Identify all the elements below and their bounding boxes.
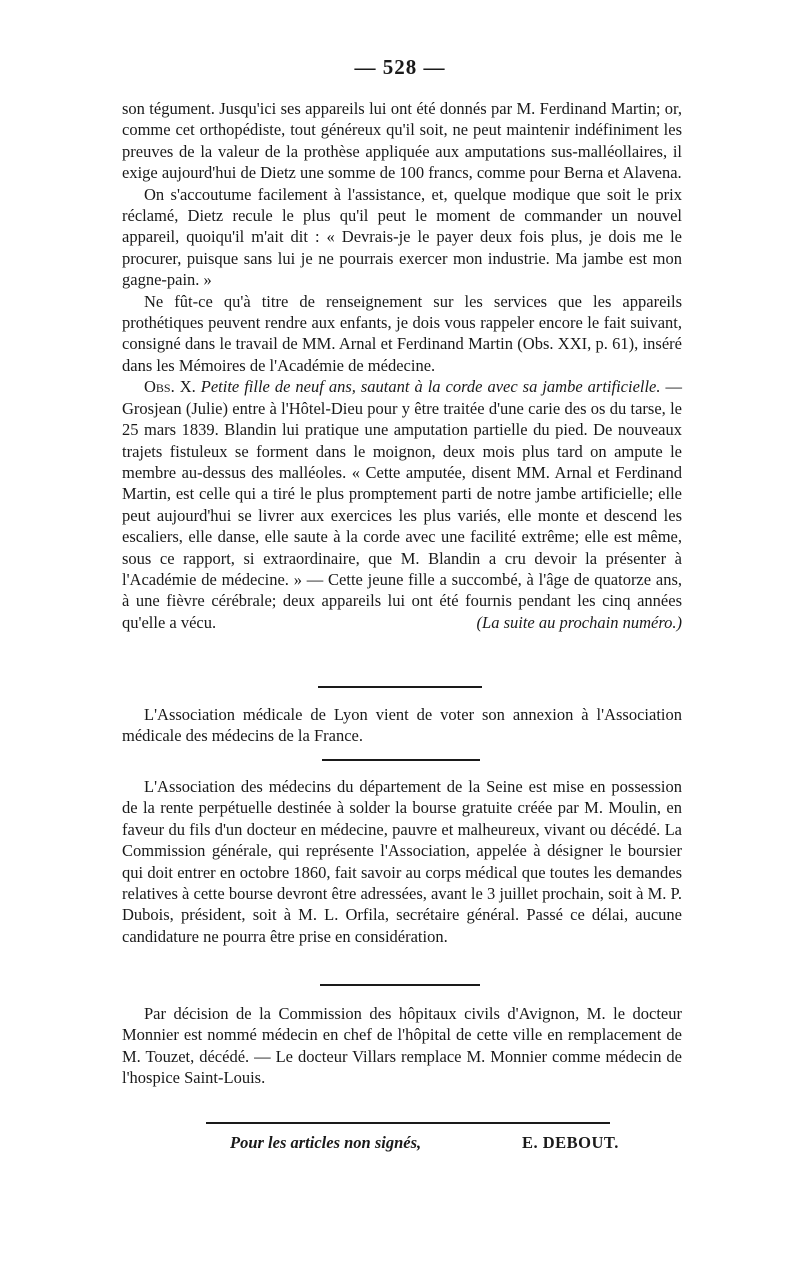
observation-title: Petite fille de neuf ans, sautant à la corde avec sa jambe artificielle. bbox=[200, 377, 661, 397]
footer-rule bbox=[206, 1122, 610, 1124]
section-divider bbox=[320, 984, 480, 986]
page-number: — 528 — bbox=[354, 55, 446, 79]
section-divider bbox=[322, 759, 480, 761]
continued-note: (La suite au prochain numéro.) bbox=[476, 612, 682, 632]
section-divider bbox=[318, 686, 482, 688]
paragraph: son tégument. Jusqu'ici ses appareils lui ont été donnés par M. Ferdinand Martin; or, comme cet orthopédiste, tout généreux qu'il soit, ne peut maintenir indéfiniment les preuves de la valeur de la prothèse appliquée aux amputations sus-malléollaires, il exige aujourd'hui de Dietz une somme de 100 francs, comme pour Berna et Alavena. bbox=[122, 99, 682, 183]
footer-credit: Pour les articles non signés, bbox=[230, 1133, 422, 1152]
article-continuation bbox=[122, 98, 682, 633]
footer bbox=[230, 1133, 630, 1153]
news-avignon bbox=[122, 1003, 682, 1089]
paragraph: Ne fût-ce qu'à titre de renseignement sur les services que les appareils prothétiques peuvent rendre aux enfants, je dois vous rappeler encore le fait suivant, consigné dans le travail de MM. Arnal et Ferdinand Martin (Obs. XXI, p. 61), inséré dans les Mémoires de l'Académie de médecine. bbox=[122, 291, 682, 375]
paragraph: L'Association médicale de Lyon vient de voter son annexion à l'Association médicale des médecins de la France. bbox=[122, 705, 682, 746]
news-seine bbox=[122, 776, 682, 947]
observation-label: Obs. X. bbox=[144, 377, 196, 397]
news-lyon bbox=[122, 704, 682, 747]
footer-editor: E. DEBOUT. bbox=[522, 1133, 619, 1152]
paragraph: L'Association des médecins du département de la Seine est mise en possession de la rente perpétuelle destinée à solder la bourse gratuite créée par M. Moulin, en faveur du fils d'un docteur en médecine, pauvre et malheureux, vivant ou décédé. La Commission générale, qui représente l'Association, appelée à désigner le boursier qui doit entrer en octobre 1860, fait savoir au corps médical que toutes les demandes relatives à cette bourse devront être adressées, avant le 3 juillet prochain, soit à M. P. Dubois, président, soit à M. L. Orfila, secrétaire général. Passé ce délai, aucune candidature ne pourra être prise en considération. bbox=[122, 777, 682, 946]
observation-body: — Grosjean (Julie) entre à l'Hôtel-Dieu pour y être traitée d'une carie des os du tarse, le 25 mars 1839. Blandin lui pratique une amputation partielle du pied. De nouveaux trajets fistuleux se forment dans le moignon, deux mois plus tard on ampute le membre au-dessus des malléoles. « Cette amputée, disent MM. Arnal et Ferdinand Martin, est celle qui a tiré le plus promptement parti de notre jambe artificielle; elle peut aujourd'hui se livrer aux exercices les plus variés, elle monte et descend les escaliers, elle danse, elle saute à la corde avec une facilité extrême; elle est même, sous ce rapport, si extraordinaire, que M. Blandin a cru devoir la présenter à l'Académie de médecine. » — Cette jeune fille a succombé, à l'âge de quatorze ans, à une fièvre cérébrale; deux appareils lui ont été fournis pendant les cinq années qu'elle a vécu. bbox=[122, 377, 683, 632]
paragraph: Par décision de la Commission des hôpitaux civils d'Avignon, M. le docteur Monnier est nommé médecin en chef de l'hôpital de cette ville en remplacement de M. Touzet, décédé. — Le docteur Villars remplace M. Monnier comme médecin de l'hospice Saint-Louis. bbox=[122, 1004, 682, 1088]
observation-paragraph bbox=[122, 376, 682, 633]
paragraph: On s'accoutume facilement à l'assistance, et, quelque modique que soit le prix réclamé, Dietz recule le plus qu'il peut le moment de commander un nouvel appareil, quoiqu'il m'ait dit : « Devrais-je le payer deux fois plus, je dois me le procurer, puisque sans lui je ne pourrais exercer mon industrie. Ma jambe est mon gagne-pain. » bbox=[122, 184, 682, 290]
